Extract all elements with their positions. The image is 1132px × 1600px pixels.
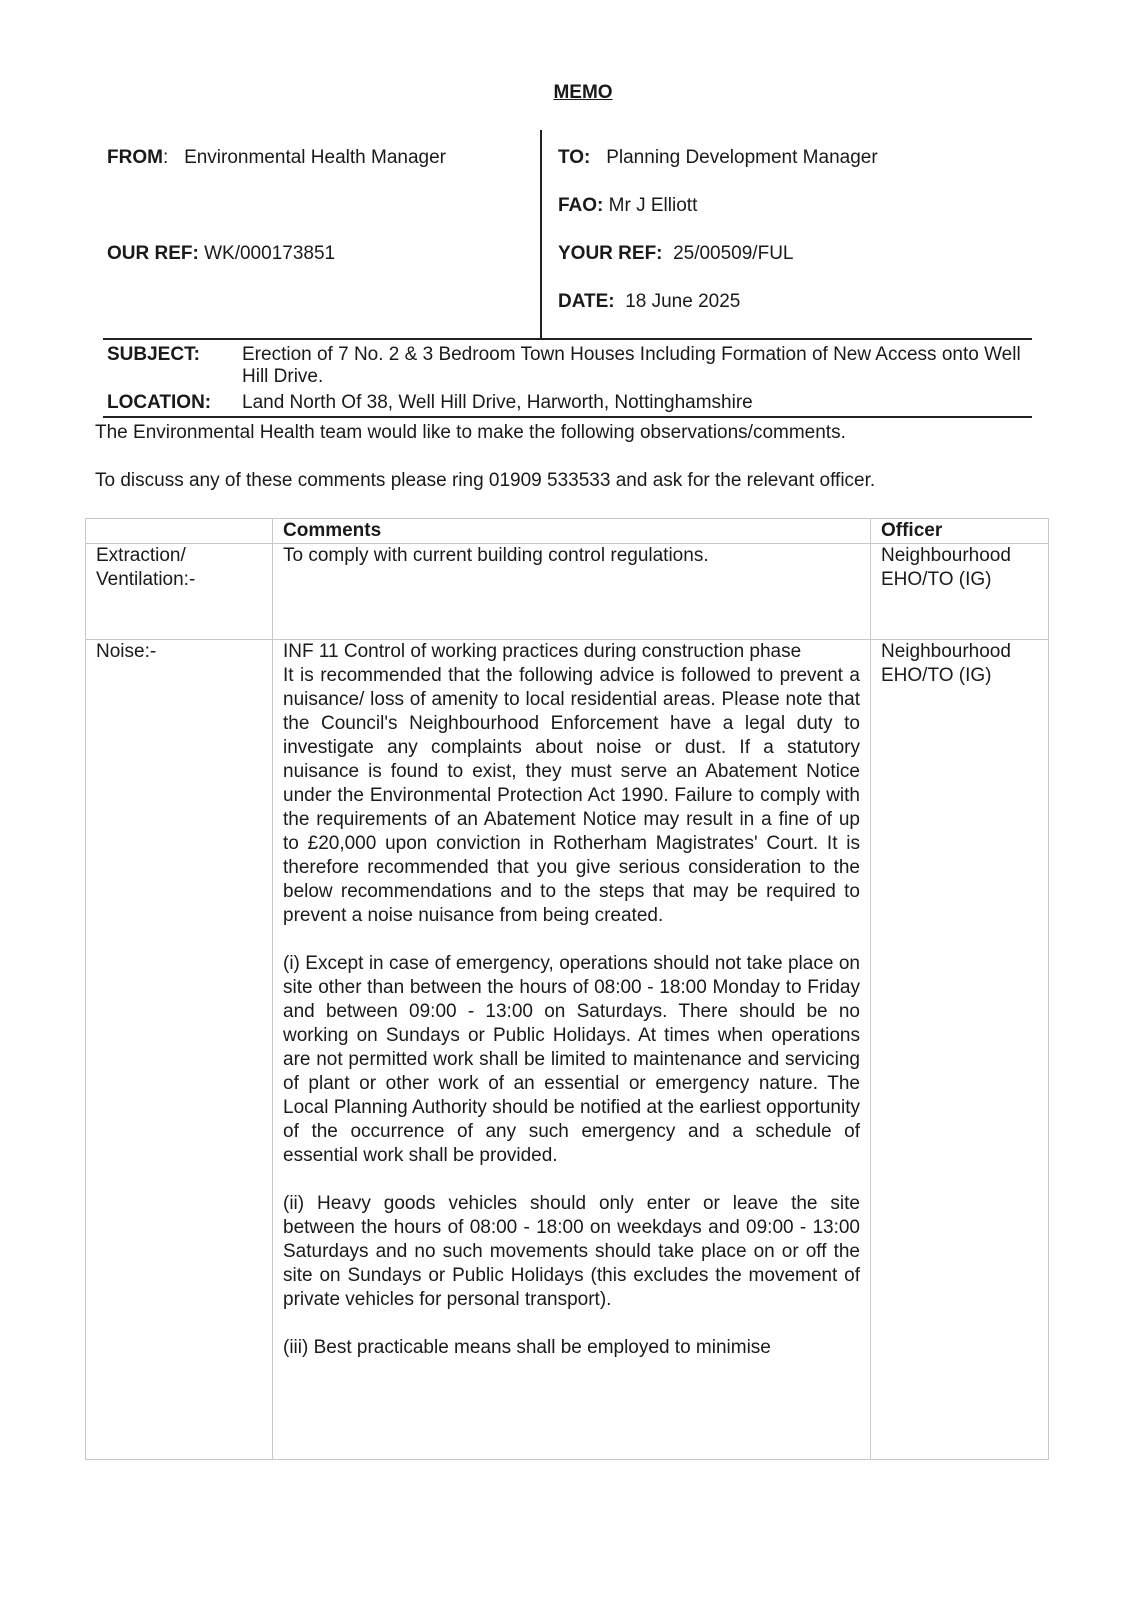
from-label: FROM	[107, 147, 163, 168]
row-comment	[273, 640, 871, 1460]
header-rule	[103, 338, 1032, 340]
comment-paragraph: It is recommended that the following advice is followed to prevent a nuisance/ loss of amenity to local residential areas. Please note that the Council's Neighbourhood Enforcement have a legal duty to investigate any complaints about noise or dust. If a statutory nuisance is found to exist, they must serve an Abatement Notice under the Environmental Protection Act 1990. Failure to comply with the requirements of an Abatement Notice may result in a fine of up to £20,000 upon conviction in Rotherham Magistrates' Court. It is therefore recommended that you give serious consideration to the below recommendations and to the steps that may be required to prevent a noise nuisance from being created.	[283, 665, 860, 926]
location-label: LOCATION:	[107, 392, 212, 413]
intro-line-1: The Environmental Health team would like to make the following observations/comments.	[95, 422, 846, 443]
intro-line-2: To discuss any of these comments please ring 01909 533533 and ask for the relevant officer.	[95, 470, 876, 491]
fao-value: Mr J Elliott	[608, 195, 698, 216]
subject-rule	[103, 416, 1032, 418]
fao-field	[558, 195, 697, 217]
comment-paragraph: (i) Except in case of emergency, operations should not take place on site other than between the hours of 08:00 - 18:00 Monday to Friday and between 09:00 - 13:00 on Saturdays. There should be no working on Sundays or Public Holidays. At times when operations are not permitted work shall be limited to maintenance and servicing of plant or other work of an essential or emergency nature. The Local Planning Authority should be notified at the earliest opportunity of the occurrence of any such emergency and a schedule of essential work shall be provided.	[283, 953, 860, 1166]
date-label: DATE:	[558, 291, 615, 312]
subject-value: Erection of 7 No. 2 & 3 Bedroom Town Houses Including Formation of New Access onto Well Hill Drive.	[242, 344, 1021, 387]
our-ref-label: OUR REF:	[107, 243, 199, 264]
comments-table	[85, 518, 1049, 1460]
to-value: Planning Development Manager	[606, 147, 878, 168]
to-field	[558, 147, 878, 169]
row-officer: Neighbourhood EHO/TO (IG)	[871, 640, 1049, 1460]
comment-paragraph: (ii) Heavy goods vehicles should only enter or leave the site between the hours of 08:00 - 18:00 on weekdays and 09:00 - 13:00 Saturdays and no such movements should take place on or off the site on Sundays or Public Holidays (this excludes the movement of private vehicles for personal transport).	[283, 1193, 860, 1310]
date-field	[558, 291, 740, 313]
our-ref-value: WK/000173851	[204, 243, 336, 264]
location-value: Land North Of 38, Well Hill Drive, Harworth, Nottinghamshire	[242, 392, 753, 413]
row-comment: To comply with current building control regulations.	[273, 544, 871, 640]
table-row	[86, 640, 1049, 1460]
fao-label: FAO:	[558, 195, 604, 216]
table-row	[86, 544, 1049, 640]
header-comments: Comments	[273, 519, 871, 544]
row-category: Extraction/ Ventilation:-	[86, 544, 273, 640]
memo-title: MEMO	[553, 82, 613, 103]
your-ref-field	[558, 243, 793, 265]
your-ref-value: 25/00509/FUL	[673, 243, 794, 264]
row-category: Noise:-	[86, 640, 273, 1460]
header-officer: Officer	[871, 519, 1049, 544]
to-label: TO:	[558, 147, 591, 168]
comment-title: INF 11 Control of working practices during construction phase	[283, 641, 802, 662]
our-ref-field	[107, 243, 335, 265]
subject-label: SUBJECT:	[107, 344, 200, 365]
header-divider	[540, 130, 542, 338]
date-value: 18 June 2025	[625, 291, 741, 312]
row-officer: Neighbourhood EHO/TO (IG)	[871, 544, 1049, 640]
header-category	[86, 519, 273, 544]
from-field: FROM: Environmental Health Manager	[107, 147, 446, 168]
comment-paragraph: (iii) Best practicable means shall be employed to minimise	[283, 1337, 771, 1358]
from-value: Environmental Health Manager	[184, 147, 446, 168]
your-ref-label: YOUR REF:	[558, 243, 663, 264]
table-header-row	[86, 519, 1049, 544]
